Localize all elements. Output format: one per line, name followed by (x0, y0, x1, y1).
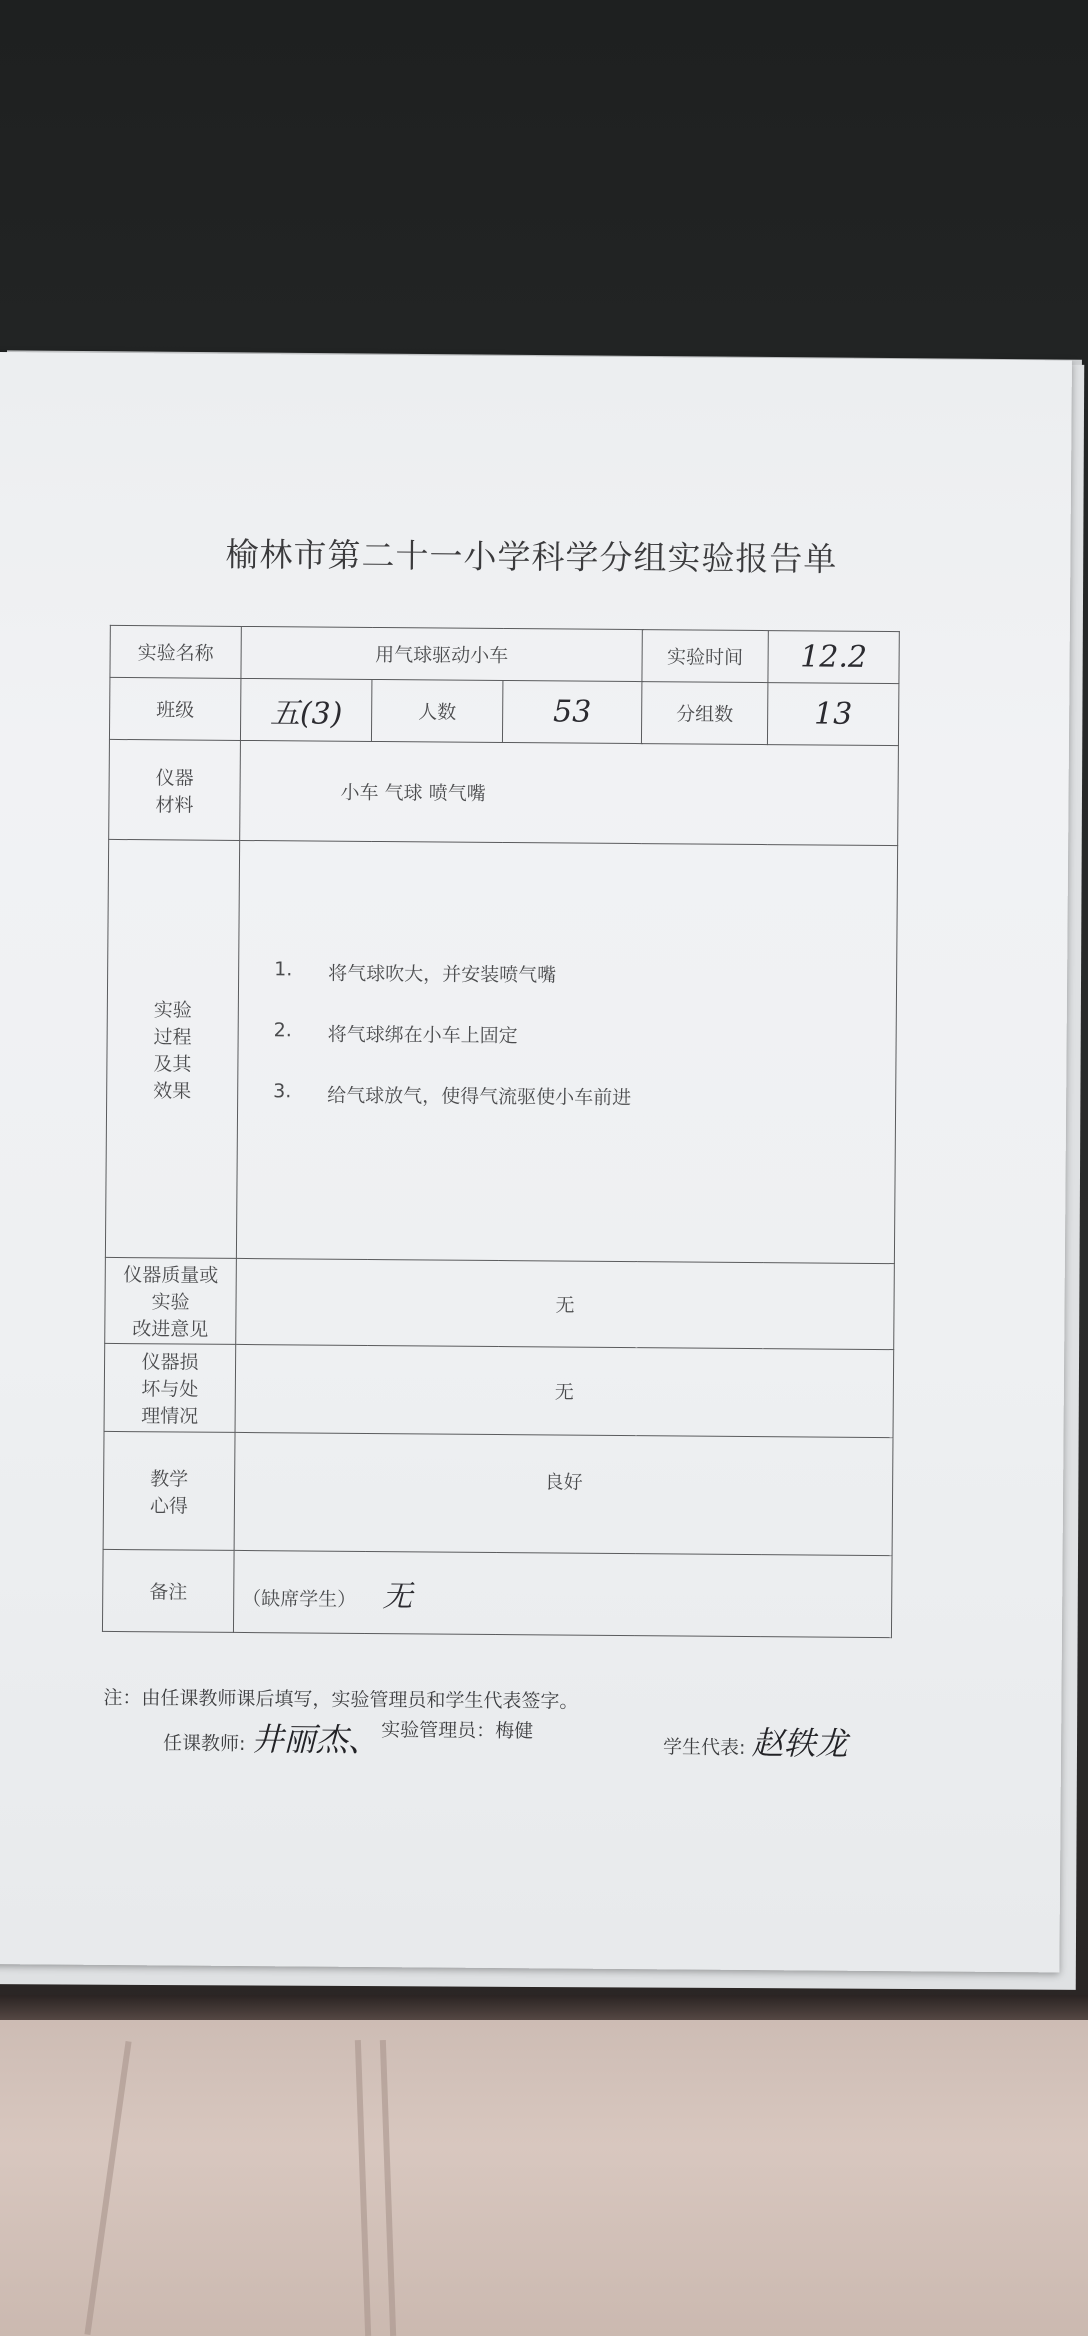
teacher-signature: 井丽杰、 (251, 1720, 380, 1760)
row-quality (105, 1257, 895, 1349)
process-label-line: 效果 (153, 1079, 192, 1103)
quality-label-line: 仪器质量或 (123, 1264, 219, 1287)
absent-value: 无 (382, 1578, 413, 1614)
experiment-name-value: 用气球驱动小车 (241, 626, 642, 681)
teacher-sign (163, 1713, 380, 1761)
remarks-value (233, 1550, 892, 1637)
step-text: 将气球绑在小车上固定 (327, 1023, 518, 1048)
groups-value: 13 (767, 683, 898, 746)
process-label-line: 过程 (153, 1025, 192, 1049)
report-table (102, 625, 900, 1638)
quilt-fabric (0, 2020, 1088, 2336)
step-text: 将气球吹大，并安装喷气嘴 (328, 962, 557, 987)
row-experiment-name (110, 625, 899, 683)
experiment-name-label: 实验名称 (110, 625, 241, 678)
teaching-value: 良好 (234, 1432, 893, 1555)
absent-label: （缺席学生） (242, 1587, 357, 1611)
damage-label (104, 1343, 236, 1432)
quality-label-line: 改进意见 (132, 1318, 209, 1341)
quality-label (105, 1257, 237, 1344)
damage-value: 无 (235, 1344, 894, 1437)
materials-value: 小车 气球 喷气嘴 (240, 740, 899, 845)
teaching-label-line: 教学 (150, 1467, 189, 1491)
quality-label-line: 实验 (151, 1291, 190, 1314)
materials-label-line: 材料 (155, 793, 194, 817)
admin-sign: 实验管理员：梅健 (381, 1719, 534, 1743)
student-sign (663, 1717, 848, 1764)
step-item (274, 1019, 896, 1051)
groups-label: 分组数 (641, 682, 767, 745)
materials-label (109, 739, 241, 840)
process-label (105, 839, 239, 1258)
process-label-line: 实验 (153, 998, 192, 1022)
experiment-time-value: 12.2 (768, 631, 899, 684)
step-text: 给气球放气，使得气流驱使小车前进 (327, 1084, 632, 1110)
teaching-label-line: 心得 (149, 1494, 189, 1518)
teaching-label (103, 1431, 235, 1550)
step-number: 3. (273, 1080, 292, 1103)
process-steps (236, 840, 897, 1263)
step-number: 1. (274, 958, 293, 981)
class-label: 班级 (109, 677, 240, 740)
row-teaching (103, 1431, 893, 1555)
document-title: 榆林市第二十一小学科学分组实验报告单 (225, 534, 838, 579)
damage-label-line: 仪器损 (141, 1351, 199, 1374)
process-label-line: 及其 (153, 1052, 192, 1076)
footer-note: 注：由任课教师课后填写，实验管理员和学生代表签字。 (103, 1686, 579, 1713)
step-number: 2. (273, 1019, 292, 1042)
quality-value: 无 (236, 1258, 895, 1349)
report-paper (0, 352, 1072, 1972)
materials-label-line: 仪器 (155, 766, 194, 790)
damage-label-line: 坏与处 (141, 1378, 199, 1401)
teacher-label: 任课教师: (162, 1732, 246, 1756)
remarks-label: 备注 (102, 1549, 234, 1632)
people-label: 人数 (371, 679, 502, 742)
row-class (109, 677, 898, 745)
row-materials (109, 739, 899, 845)
class-value: 五(3) (240, 678, 371, 741)
step-item (274, 958, 896, 990)
row-remarks (102, 1549, 892, 1637)
step-item (273, 1080, 895, 1112)
row-process (105, 839, 897, 1263)
student-label: 学生代表: (662, 1736, 746, 1759)
row-damage (104, 1343, 894, 1437)
damage-label-line: 理情况 (141, 1405, 199, 1428)
student-signature: 赵轶龙 (751, 1723, 848, 1763)
people-value: 53 (502, 681, 641, 744)
experiment-time-label: 实验时间 (642, 630, 768, 683)
